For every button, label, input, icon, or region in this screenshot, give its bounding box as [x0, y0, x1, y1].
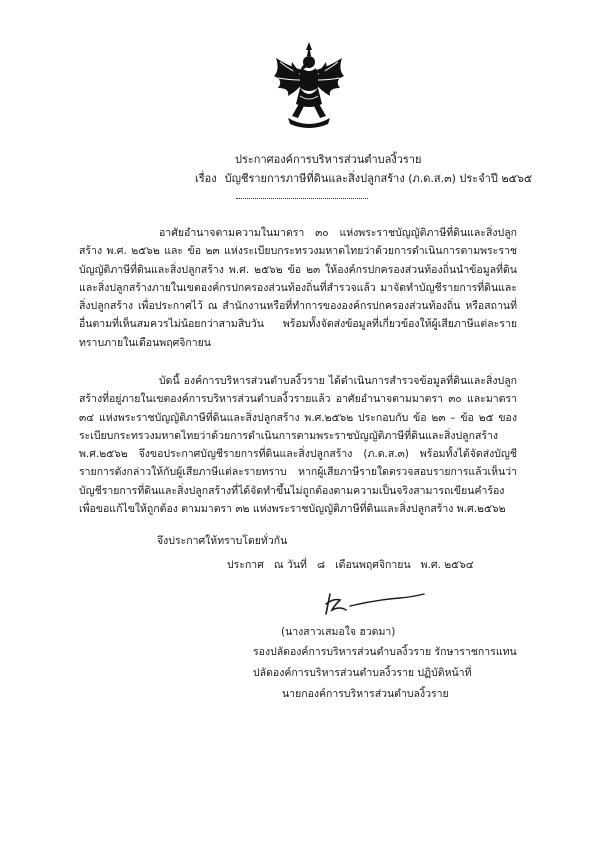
- date-year: พ.ศ. ๒๕๖๔: [420, 559, 474, 571]
- body-paragraph-1: อาศัยอำนาจตามความในมาตรา ๓๐ แห่งพระราชบัญญัติภาษีที่ดินและสิ่งปลูกสร้าง พ.ศ. ๒๕๖๒ และ ข้อ ๒๓ แห่งระเบียบกระทรวงมหาดไทยว่าด้วยการดำเนินการตามพระราชบัญญัติภาษีที่ดินและสิ่งปลูกสร้าง พ.ศ. ๒๕๖๒ ข้อ ๒๓ ให้องค์กรปกครองส่วนท้องถิ่นนำข้อมูลที่ดินและสิ่งปลูกสร้างภายในเขตองค์กรปกครองส่วนท้องถิ่นที่สำรวจแล้ว มาจัดทำบัญชีรายการที่ดินและสิ่งปลูกสร้าง เพื่อประกาศไว้ ณ สำนักงานหรือที่ทำการขององค์กรปกครองส่วนท้องถิ่น หรือสถานที่อื่นตามที่เห็นสมควรไม่น้อยกว่าสามสิบวัน พร้อมทั้งจัดส่งข้อมูลที่เกี่ยวข้องให้ผู้เสียภาษีแต่ละรายทราบภายในเดือนพฤศจิกายน: [79, 227, 517, 349]
- signatory-position-1: รองปลัดองค์การบริหารส่วนตำบลงิ้วราย รักษาราชการแทน: [253, 646, 517, 658]
- signatory-name: (นางสาวเสมอใจ ฮวดมา): [281, 626, 396, 638]
- date-month: เดือนพฤศจิกายน: [335, 559, 411, 571]
- date-label: ประกาศ: [227, 559, 264, 571]
- subject-label: เรื่อง: [195, 172, 217, 185]
- subject-line: [195, 169, 532, 187]
- body-paragraph-2: บัดนี้ องค์การบริหารส่วนตำบลงิ้วราย ได้ดำเนินการสำรวจข้อมูลที่ดินและสิ่งปลูกสร้างที่อยู่ภายในเขตองค์การบริหารส่วนตำบลงิ้วรายแล้ว อาศัยอำนาจตามมาตรา ๓๐ และมาตรา ๓๔ แห่งพระราชบัญญัติภาษีที่ดินและสิ่งปลูกสร้าง พ.ศ.๒๕๖๒ ประกอบกับ ข้อ ๒๓ – ข้อ ๒๕ ของระเบียบกระทรวงมหาดไทยว่าด้วยการดำเนินการตามพระราชบัญญัติภาษีที่ดินและสิ่งปลูกสร้าง พ.ศ.๒๕๖๒ จึงขอประกาศบัญชีรายการที่ดินและสิ่งปลูกสร้าง (ภ.ด.ส.๓) พร้อมทั้งได้จัดส่งบัญชีรายการดังกล่าวให้กับผู้เสียภาษีแต่ละรายทราบ หากผู้เสียภาษีรายใดตรวจสอบรายการแล้วเห็นว่า บัญชีรายการที่ดินและสิ่งปลูกสร้างที่ได้จัดทำขึ้นไม่ถูกต้องตามความเป็นจริงสามารถเขียนคำร้องเพื่อขอแก้ไขให้ถูกต้อง ตามมาตรา ๓๒ แห่งพระราชบัญญัติภาษีที่ดินและสิ่งปลูกสร้าง พ.ศ.๒๕๖๒: [79, 375, 517, 516]
- garuda-emblem-icon: [270, 40, 348, 128]
- subject-text: บัญชีรายการภาษีที่ดินและสิ่งปลูกสร้าง (ภ.ด.ส.๓) ประจำปี ๒๕๖๕: [224, 172, 533, 185]
- divider: [236, 198, 368, 199]
- date-at: ณ วันที่: [273, 559, 307, 571]
- date-day: ๘: [316, 559, 326, 571]
- organization-title: ประกาศองค์การบริหารส่วนตำบลงิ้วราย: [235, 153, 422, 166]
- handwritten-signature: [320, 588, 430, 620]
- signatory-position-3: นายกองค์การบริหารส่วนตำบลงิ้วราย: [282, 688, 449, 700]
- announcement-date: [227, 556, 484, 573]
- announcement-closing: จึงประกาศให้ทราบโดยทั่วกัน: [157, 535, 288, 547]
- signatory-position-2: ปลัดองค์การบริหารส่วนตำบลงิ้วราย ปฏิบัติหน้าที่: [253, 667, 472, 679]
